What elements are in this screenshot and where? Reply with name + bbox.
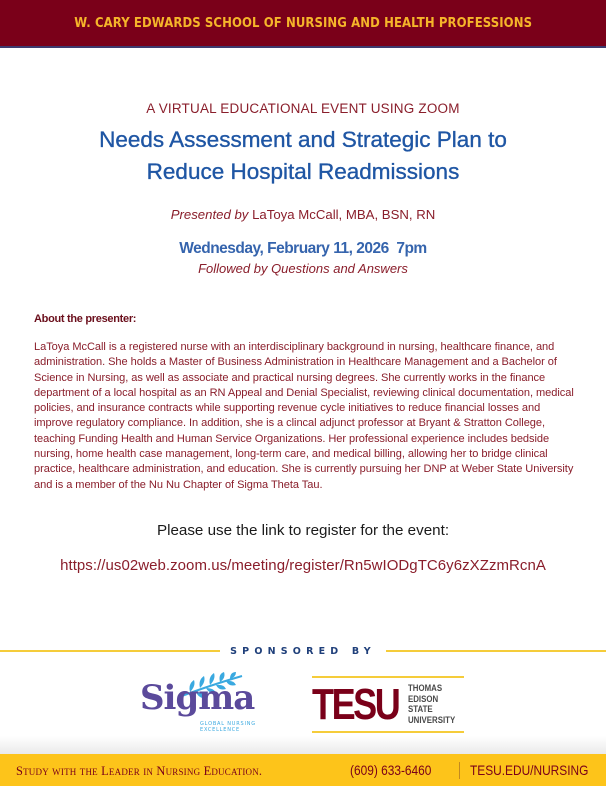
event-title-line2: Reduce Hospital Readmissions (146, 159, 460, 184)
event-kicker: A VIRTUAL EDUCATIONAL EVENT USING ZOOM (146, 101, 460, 116)
event-title (0, 124, 606, 188)
footer-banner (0, 754, 606, 786)
followed-by-note: Followed by Questions and Answers (198, 261, 408, 276)
sponsored-by-label: SPONSORED BY (230, 645, 376, 657)
tesu-name-line: THOMAS (408, 683, 443, 694)
event-title-line1: Needs Assessment and Strategic Plan to (99, 127, 507, 152)
school-name: W. CARY EDWARDS SCHOOL OF NURSING AND HEALTH PROFESSIONS (74, 15, 532, 31)
footer-phone: (609) 633-6460 (350, 762, 432, 778)
about-heading: About the presenter: (34, 313, 137, 325)
divider-line-right (386, 650, 606, 652)
presented-by-label: Presented by (170, 207, 249, 222)
sigma-wordmark: Sigma (140, 678, 255, 718)
sigma-tagline (200, 721, 256, 733)
registration-link[interactable]: https://us02web.zoom.us/meeting/register/Rn5wIODgTC6y6zXZzmRcnA (60, 557, 546, 574)
tesu-top-rule (312, 676, 464, 678)
divider-line-left (0, 650, 220, 652)
presenter-line (0, 207, 606, 222)
footer-tagline: Study with the Leader in Nursing Education. (16, 764, 263, 778)
event-datetime: Wednesday, February 11, 2026 7pm (179, 240, 427, 257)
tesu-full-name (408, 684, 455, 726)
header-banner (0, 0, 606, 48)
footer-separator (459, 762, 460, 779)
tesu-wordmark: TESU (312, 680, 399, 729)
register-prompt: Please use the link to register for the event: (156, 522, 450, 539)
footer-url: TESU.EDU/NURSING (470, 762, 589, 778)
sponsored-by-divider (0, 644, 606, 658)
tesu-name-line: UNIVERSITY (408, 714, 456, 726)
tesu-logo (312, 676, 464, 736)
tesu-name-line: EDISON (408, 693, 439, 705)
tesu-bottom-rule (312, 731, 464, 733)
tesu-name-line: STATE (408, 704, 433, 715)
sigma-tagline-line2: EXCELLENCE (200, 727, 240, 733)
presenter-name: LaToya McCall, MBA, BSN, RN (252, 207, 436, 222)
footer-shadow (0, 736, 606, 754)
presenter-bio: LaToya McCall is a registered nurse with an interdisciplinary background in nursing, healthcare finance, and administration. She holds a Master of Business Administration in Healthcare Management and a Bachelor of Science in Nursing, as well as associate and practical nursing degrees. She currently works in the finance department of a local hospital as an RN Appeal and Denial Specialist, reviewing clinical documentation, medical policies, and insurance contracts while supporting revenue cycle initiatives to reduce financial losses and improve regulatory compliance. In addition, she is a clincal adjunct professor at Bryant & Stratton College, teaching Funding Health and Human Service Organizations. Her professional experience includes bedside nursing, home health case management, long-term care, and medical billing, allowing her to bridge clinical practice, healthcare administration, and education. She is currently pursuing her DNP at Weber State University and is a member of the Nu Nu Chapter of Sigma Theta Tau. (34, 341, 574, 491)
sigma-tagline-line1: GLOBAL NURSING (200, 721, 256, 727)
sigma-logo (140, 672, 256, 744)
